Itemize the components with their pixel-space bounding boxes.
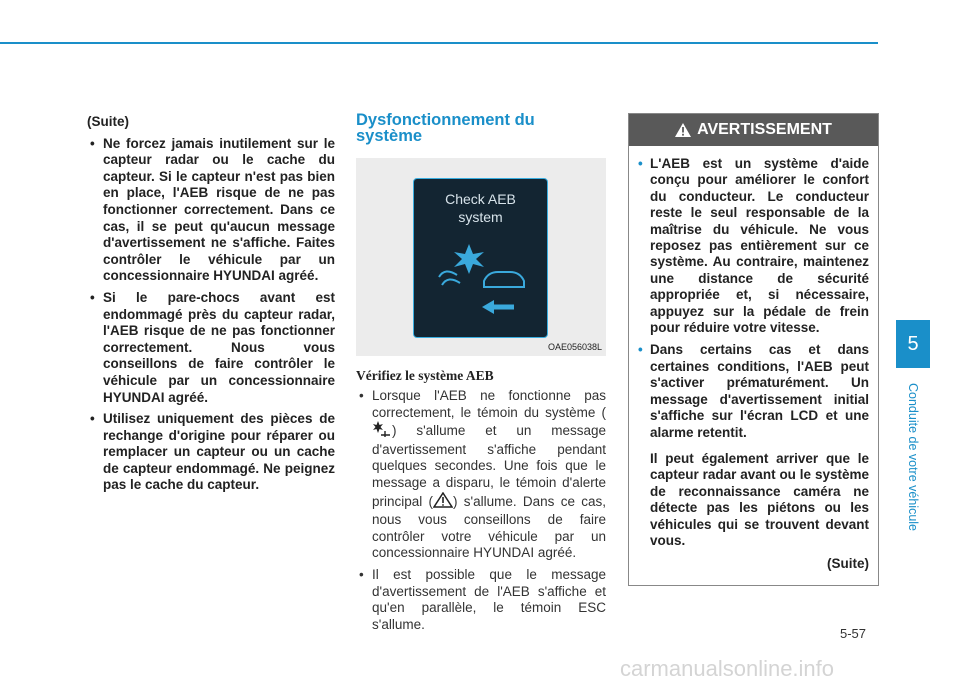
list-item bbox=[356, 388, 606, 562]
text-part-a: Lorsque l'AEB ne fonctionne pas correctement, le témoin du système ( bbox=[372, 388, 606, 420]
warning-title: AVERTISSEMENT bbox=[697, 121, 832, 138]
aeb-figure bbox=[356, 158, 606, 356]
list-item: • L'AEB est un système d'aide conçu pour améliorer le confort du conducteur. Le conducteur reste le seul responsable de la maîtrise du véhicule. Ne vous reposez pas entièrement sur ce système. Au contraire, maintenez une distance de sécurité appropriée et, si nécessaire, appuyez sur la pédale de frein pour réduire votre vitesse. bbox=[640, 156, 869, 336]
warning-header bbox=[629, 114, 878, 146]
list-item: • Dans certains cas et dans certaines conditions, l'AEB peut s'activer prématurément. Un message d'avertissement initial s'affiche sur l'écran LCD et une alarme retentit. bbox=[640, 342, 869, 440]
warning-paragraph: Il peut également arriver que le capteur radar avant ou le système de reconnaissance caméra ne détecte pas les piétons ou les véhicules qui se trouvent devant vous. bbox=[650, 450, 869, 548]
aeb-indicator-icon bbox=[372, 421, 392, 442]
header-rule bbox=[0, 42, 878, 44]
middle-column bbox=[356, 112, 606, 638]
suite-label: (Suite) bbox=[87, 114, 129, 129]
text-part-c: ) s'allume. Dans ce cas, nous vous conseillons de faire contrôler votre véhicule par un concessionnaire HYUNDAI agréé. bbox=[372, 493, 606, 561]
warning-list bbox=[640, 156, 869, 441]
list-item: • Ne forcez jamais inutilement sur le capteur radar ou le cache du capteur. Si le capteur n'est pas bien en place, l'AEB risque de ne pas fonctionner correctement. Dans ce cas, il se peut qu'aucun message d'avertissement ne s'affiche. Faites contrôler le véhicule par un concessionnaire HYUNDAI agréé. bbox=[87, 136, 335, 285]
cluster-display bbox=[413, 178, 548, 338]
watermark: carmanualsonline.info bbox=[620, 656, 835, 681]
list-item: • Si le pare-chocs avant est endommagé près du capteur radar, l'AEB risque de ne pas fonctionner correctement. Nous vous conseillons de faire contrôler le véhicule par un concessionnaire HYUNDAI agréé. bbox=[87, 290, 335, 406]
warning-box bbox=[628, 113, 879, 586]
section-title bbox=[356, 112, 606, 144]
caution-list bbox=[87, 136, 335, 494]
section-title-line2: système bbox=[356, 127, 423, 145]
figure-code: OAE056038L bbox=[547, 342, 602, 352]
list-item: • Utilisez uniquement des pièces de rechange d'origine pour réparer ou remplacer un capteur ou un cache de capteur endommagé. Ne peignez pas le cache du capteur. bbox=[87, 411, 335, 494]
chapter-title bbox=[901, 372, 925, 542]
page-number: 5-57 bbox=[840, 626, 867, 641]
left-column bbox=[87, 114, 335, 499]
section-title-line1: Dysfonctionnement du bbox=[356, 111, 535, 129]
chapter-tab: 5 bbox=[896, 320, 930, 368]
display-line2: system bbox=[458, 209, 503, 225]
display-line1: Check AEB bbox=[445, 191, 516, 207]
list-item: • Il est possible que le message d'avertissement de l'AEB s'affiche et qu'en parallèle, le témoin ESC s'allume. bbox=[356, 567, 606, 633]
warning-triangle-icon bbox=[675, 123, 691, 137]
chapter-title-text: Conduite de votre véhicule bbox=[906, 382, 921, 532]
master-warning-icon bbox=[433, 492, 453, 513]
text-part-b: ) s'allume et un message d'avertissement s'affiche pendant quelques secondes. Une fois que le message a disparu, le témoin d'alerte principal ( bbox=[372, 423, 606, 509]
subsection-title: Vérifiez le système AEB bbox=[356, 368, 494, 383]
suite-label: (Suite) bbox=[827, 556, 869, 572]
check-list bbox=[356, 388, 606, 633]
aeb-warning-icon bbox=[414, 241, 547, 331]
